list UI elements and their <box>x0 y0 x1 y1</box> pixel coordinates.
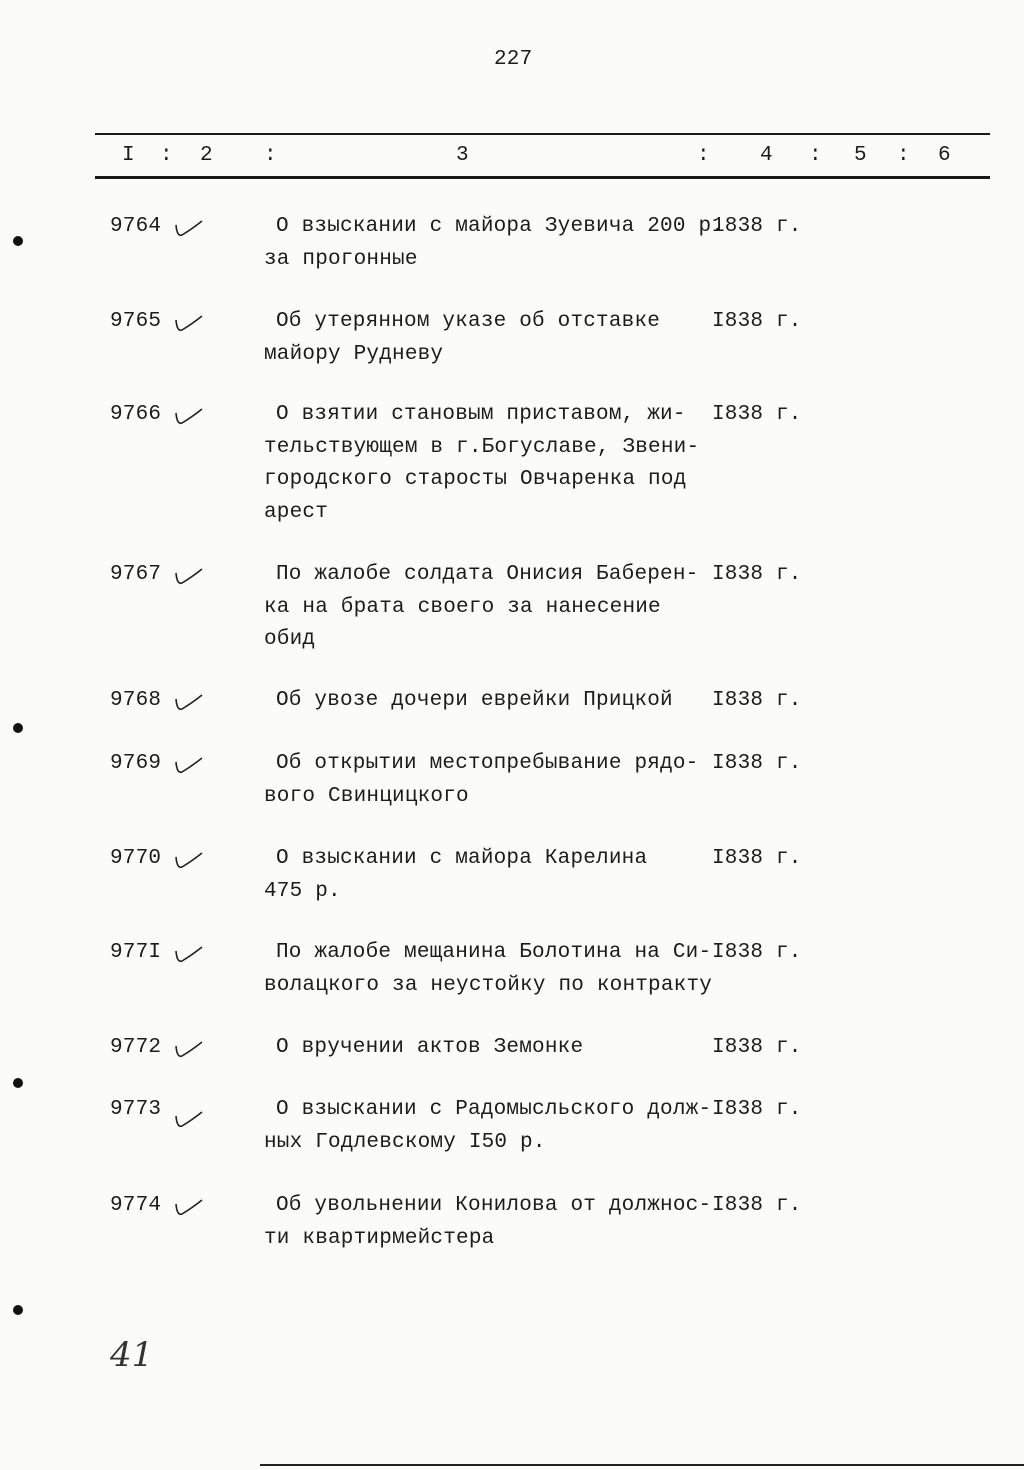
item-title: По жалобе мещанина Болотина на Си- <box>276 941 712 964</box>
bottom-edge-rule <box>260 1464 1024 1466</box>
item-title: О взыскании с майора Карелина <box>276 847 648 870</box>
item-title: О взыскании с майора Зуевича 200 р. <box>276 215 725 238</box>
item-title-continuation: волацкого за неустойку по контракту <box>264 973 713 997</box>
item-title-continuation: обид <box>264 628 316 651</box>
column-header-4: 4 <box>760 144 773 167</box>
item-title-continuation: ных Годлевскому I50 р. <box>264 1130 546 1154</box>
item-title-continuation: вого Свинцицкого <box>264 784 469 808</box>
page-number: 227 <box>494 48 533 71</box>
check-mark-icon <box>172 943 206 967</box>
item-number: 9767 <box>110 563 162 586</box>
item-year: I838 г. <box>712 1098 802 1121</box>
item-number: 9772 <box>110 1036 162 1059</box>
item-number: 9770 <box>110 847 162 870</box>
check-mark-icon <box>172 691 206 715</box>
column-header-3: 3 <box>456 144 469 167</box>
column-separator: : <box>160 144 173 167</box>
column-separator: : <box>697 144 710 167</box>
item-title-continuation: арест <box>264 500 329 524</box>
item-title: Об открытии местопребывание рядо- <box>276 752 699 775</box>
item-title-continuation: тельствующем в г.Богуславе, Звени- <box>264 435 700 459</box>
check-mark-icon <box>172 1108 206 1132</box>
item-title-continuation: ти квартирмейстера <box>264 1226 495 1250</box>
item-title-continuation: городского старосты Овчаренка под <box>264 468 687 491</box>
column-header-1: I <box>122 144 135 167</box>
item-year: I838 г. <box>712 403 802 426</box>
item-number: 9768 <box>110 689 162 712</box>
item-number: 9765 <box>110 310 162 333</box>
item-year: I838 г. <box>712 941 802 964</box>
check-mark-icon <box>172 565 206 589</box>
item-title: Об утерянном указе об отставке <box>276 310 661 333</box>
column-header-6: 6 <box>938 144 951 167</box>
column-separator: : <box>809 144 822 167</box>
item-title-continuation: майору Рудневу <box>264 342 444 366</box>
check-mark-icon <box>172 1038 206 1062</box>
item-number: 9766 <box>110 403 162 426</box>
item-number: 9774 <box>110 1194 162 1217</box>
item-year: I838 г. <box>712 310 802 333</box>
item-year: I838 г. <box>712 752 802 775</box>
column-separator: : <box>897 144 910 167</box>
item-year: I838 г. <box>712 689 802 712</box>
item-year: 1838 г. <box>712 215 802 238</box>
item-number: 977I <box>110 941 162 964</box>
item-number: 9773 <box>110 1098 162 1121</box>
item-title-continuation: за прогонные <box>264 247 418 271</box>
item-year: I838 г. <box>712 847 802 870</box>
item-year: I838 г. <box>712 1194 802 1217</box>
item-title: Об увольнении Конилова от должнос- <box>276 1194 712 1217</box>
item-title: О вручении актов Земонке <box>276 1036 584 1059</box>
header-top-rule <box>95 133 990 135</box>
check-mark-icon <box>172 312 206 336</box>
item-title-continuation: 475 р. <box>264 879 341 903</box>
item-title: О взыскании с Радомысльского долж- <box>276 1098 712 1121</box>
check-mark-icon <box>172 1196 206 1220</box>
item-number: 9764 <box>110 215 162 238</box>
column-separator: : <box>264 144 277 167</box>
check-mark-icon <box>172 849 206 873</box>
column-header-2: 2 <box>200 144 213 167</box>
check-mark-icon <box>172 754 206 778</box>
item-year: I838 г. <box>712 563 802 586</box>
header-bottom-rule <box>95 176 990 179</box>
item-title: Об увозе дочери еврейки Прицкой <box>276 689 673 712</box>
punch-hole-mark <box>13 1305 23 1315</box>
item-title-continuation: ка на брата своего за нанесение <box>264 595 661 619</box>
punch-hole-mark <box>13 236 23 246</box>
handwritten-note: 41 <box>110 1335 154 1375</box>
punch-hole-mark <box>13 723 23 733</box>
check-mark-icon <box>172 217 206 241</box>
punch-hole-mark <box>13 1078 23 1088</box>
item-year: I838 г. <box>712 1036 802 1059</box>
check-mark-icon <box>172 405 206 429</box>
column-header-5: 5 <box>854 144 867 167</box>
item-number: 9769 <box>110 752 162 775</box>
item-title: По жалобе солдата Онисия Баберен- <box>276 563 699 586</box>
item-title: О взятии становым приставом, жи- <box>276 403 686 426</box>
